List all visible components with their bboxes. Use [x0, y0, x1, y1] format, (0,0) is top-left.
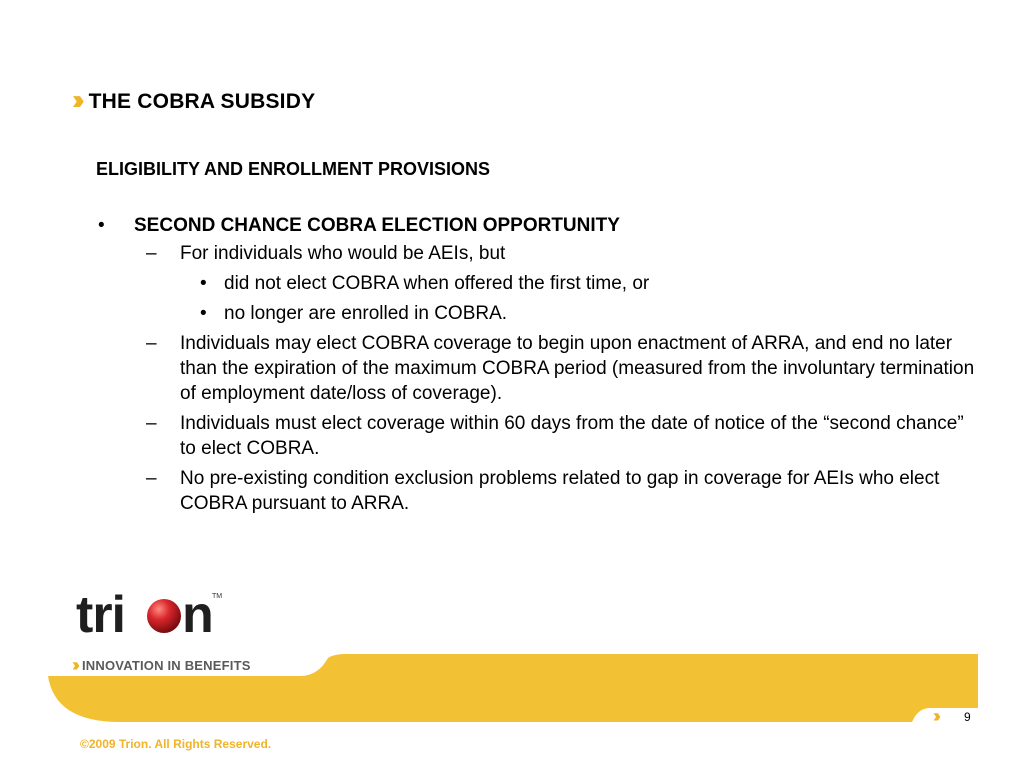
sub-bullet-text: No pre-existing condition exclusion problems related to gap in coverage for AEIs who elect COBRA pursuant to ARRA.	[180, 468, 940, 514]
slide-body	[96, 213, 976, 521]
logo-red-sphere	[147, 599, 181, 633]
tagline-text: INNOVATION IN BENEFITS	[82, 658, 251, 673]
double-chevron-icon: ››	[933, 706, 937, 726]
page-number: 9	[964, 710, 971, 724]
tagline	[72, 655, 251, 676]
double-chevron-icon: ››	[72, 84, 79, 115]
sub-bullet-item	[96, 241, 976, 266]
nested-bullet-text: did not elect COBRA when offered the first time, or	[224, 273, 650, 294]
section-subtitle: ELIGIBILITY AND ENROLLMENT PROVISIONS	[96, 159, 491, 179]
sub-bullet-text: For individuals who would be AEIs, but	[180, 243, 506, 264]
logo-text-left: tri	[76, 588, 125, 644]
sub-bullet-text: Individuals must elect coverage within 60 days from the date of notice of the “second chance” to elect COBRA.	[180, 413, 964, 459]
dash-marker: –	[146, 243, 157, 264]
dash-marker: –	[146, 468, 157, 489]
bullet-text: SECOND CHANCE COBRA ELECTION OPPORTUNITY	[134, 215, 620, 236]
sub-bullet-item	[96, 331, 976, 406]
slide-title: THE COBRA SUBSIDY	[88, 90, 316, 113]
sub-bullet-item	[96, 466, 976, 516]
nested-bullet-text: no longer are enrolled in COBRA.	[224, 303, 508, 324]
logo-text-right: n	[182, 588, 214, 644]
dash-marker: –	[146, 333, 157, 354]
sub-bullet-item	[96, 411, 976, 461]
double-chevron-icon: ››	[72, 655, 76, 675]
dash-marker: –	[146, 413, 157, 434]
bullet-marker: •	[200, 273, 207, 294]
bullet-item	[96, 213, 976, 238]
trademark: TM	[212, 593, 223, 600]
bullet-marker: •	[200, 303, 207, 324]
sub-bullet-text: Individuals may elect COBRA coverage to begin upon enactment of ARRA, and end no later than the expiration of the maximum COBRA period (measured from the involuntary termination of employment date/loss of coverage).	[180, 333, 975, 404]
nested-bullet-item	[96, 271, 976, 296]
nested-bullet-item	[96, 301, 976, 326]
slide-title-row	[72, 84, 316, 115]
copyright-text: ©2009 Trion. All Rights Reserved.	[80, 737, 272, 751]
bullet-marker: •	[98, 215, 105, 236]
